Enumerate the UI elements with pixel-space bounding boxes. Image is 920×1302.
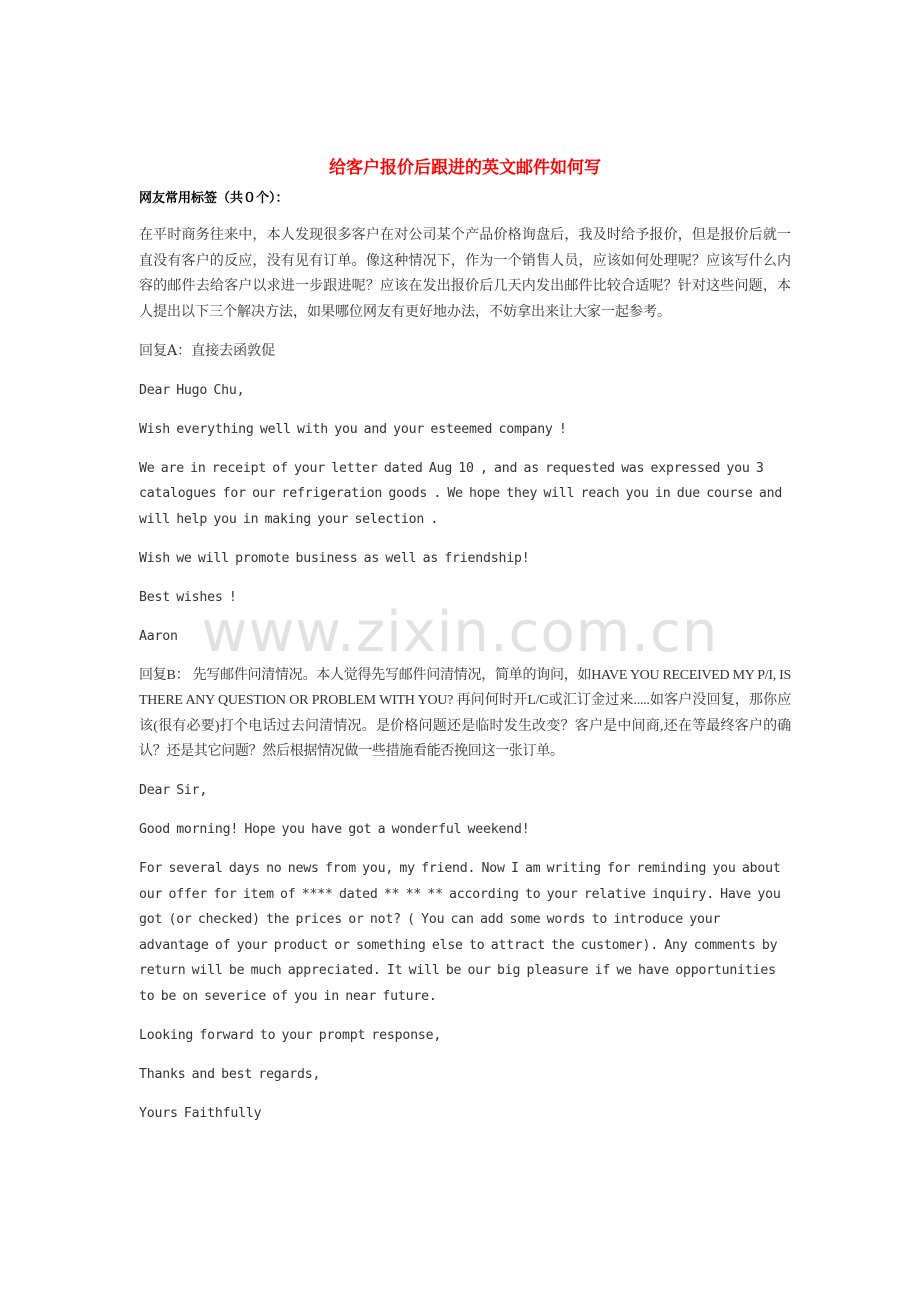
reply-a-heading: 回复A：直接去函敦促 — [139, 342, 276, 359]
letter-b-salutation: Dear Sir, — [139, 783, 208, 798]
intro-paragraph: 在平时商务往来中，本人发现很多客户在对公司某个产品价格询盘后，我及时给予报价，但是报价后就一直没有客户的反应，没有见有订单。像这种情况下，作为一个销售人员，应该如何处理呢？应该写什么内容的邮件去给客户以求进一步跟进呢？应该在发出报价后几天内发出邮件比较合适呢？针对这些问题，本人提出以下三个解决方法，如果哪位网友有更好地办法，不妨拿出来让大家一起参考。 — [139, 227, 791, 320]
letter-a-paragraph-3: Wish we will promote business as well as friendship! — [139, 550, 530, 566]
letter-b-paragraph-2: For several days no news from you, my friend. Now I am writing for reminding you about our offer for item of **** dated ** ** ** according to your relative inquiry. Have you got (or checked) the prices or not? ( You can add some words to introduce your advantage of your product or something else to attract the customer). Any comments by return will be much appreciated. It will be our big pleasure if we have opportunities to be on severice of you in near future. — [139, 861, 781, 1004]
document-page — [139, 148, 791, 1140]
letter-a-paragraph-2: We are in receipt of your letter dated Aug 10 , and as requested was expressed you 3 catalogues for our refrigeration goods . We hope they will reach you in due course and will help you in making your selection . — [139, 460, 783, 527]
letter-b-closing: Yours Faithfully — [139, 1105, 262, 1121]
letter-b-paragraph-3: Looking forward to your prompt response, — [139, 1027, 442, 1043]
letter-a-paragraph-1: Wish everything well with you and your esteemed company ! — [139, 421, 567, 437]
letter-b-paragraph-1: Good morning! Hope you have got a wonderful weekend! — [139, 822, 530, 837]
letter-a-signature: Aaron — [139, 628, 178, 644]
letter-b-paragraph-4: Thanks and best regards, — [139, 1066, 321, 1082]
reply-b-paragraph: 回复B： 先写邮件问清情况。本人觉得先写邮件问清情况，简单的询问，如HAVE YOU RECEIVED MY P/I, IS THERE ANY QUESTION OR PROBLEM WITH YOU? 再问何时开L/C或汇订金过来.....如客户没回复，那你应该(很有必要)打个电话过去问清情况。是价格问题还是临时发生改变？客户是中间商,还在等最终客户的确认？还是其它问题？然后根据情况做一些措施看能否挽回这一张订单。 — [139, 667, 791, 759]
watermark: www.zixin.com.cn — [201, 600, 719, 665]
letter-a-closing: Best wishes ! — [139, 589, 237, 605]
letter-a-salutation: Dear Hugo Chu, — [139, 382, 245, 398]
document-title: 给客户报价后跟进的英文邮件如何写 — [329, 158, 601, 178]
tags-line: 网友常用标签（共０个）： — [139, 191, 289, 206]
